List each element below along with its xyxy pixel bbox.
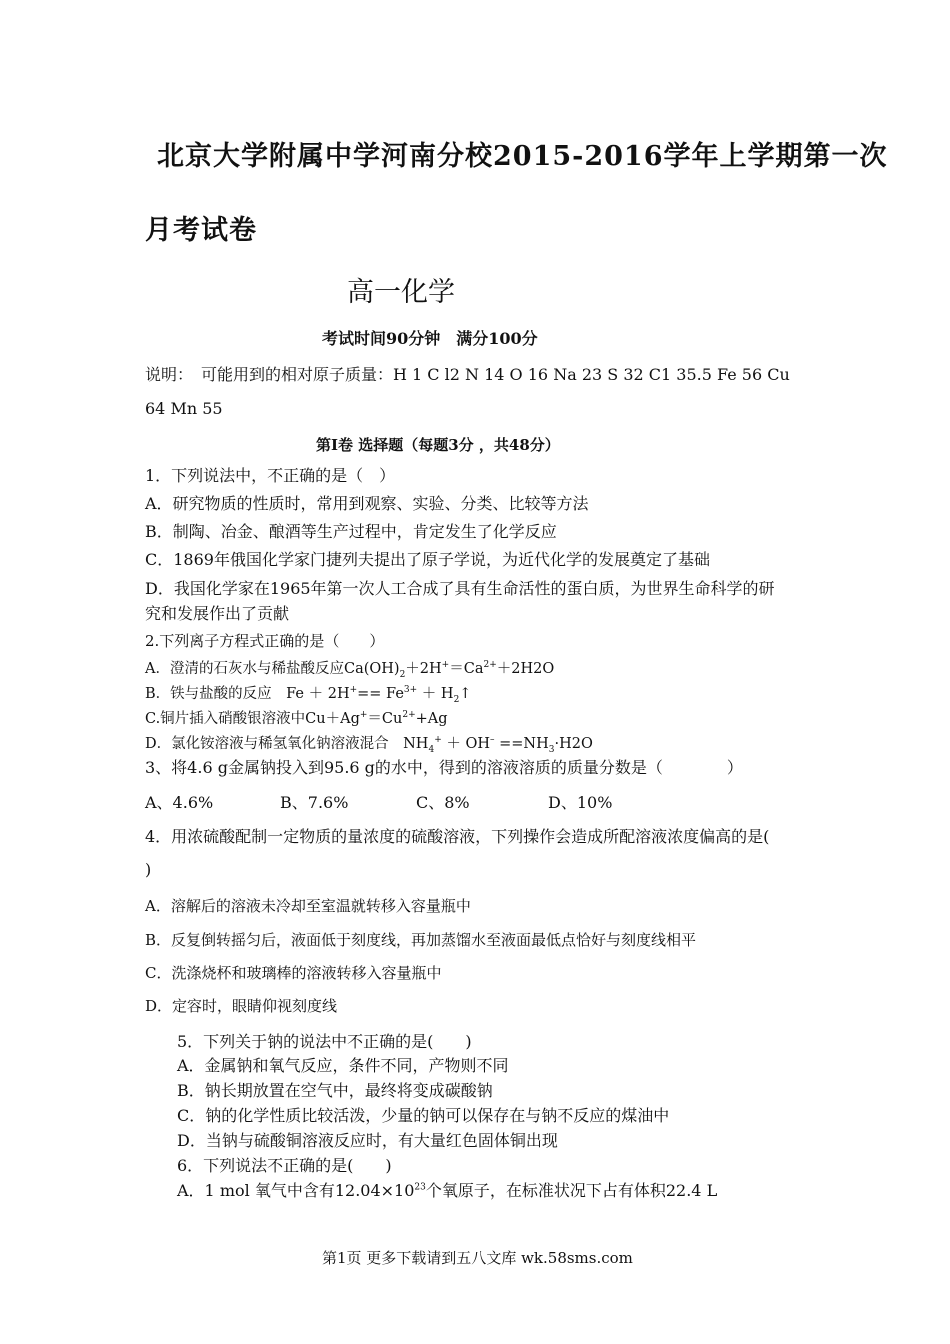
q1-stem: 1．下列说法中，不正确的是（ ）	[145, 466, 396, 485]
page-footer: 第1页 更多下载请到五八文库 wk.58sms.com	[322, 1249, 633, 1267]
exam-info: 考试时间90分钟 满分100分	[322, 329, 538, 348]
q5-option-c: C．钠的化学性质比较活泼，少量的钠可以保存在与钠不反应的煤油中	[177, 1106, 670, 1125]
q6-stem: 6．下列说法不正确的是( )	[177, 1156, 392, 1175]
note-line1: 说明： 可能用到的相对原子质量：H 1 C l2 N 14 O 16 Na 23 S 32 C1 35.5 Fe 56 Cu	[145, 365, 790, 384]
page-title-line2: 月考试卷	[145, 215, 257, 246]
q2-stem: 2.下列离子方程式正确的是（ ）	[145, 632, 385, 650]
q2-option-c: C.铜片插入硝酸银溶液中$Cu+Ag^+=Cu^{2+}+Ag$	[145, 710, 448, 727]
subject-title: 高一化学	[347, 277, 455, 308]
q4-stem-line2: )	[145, 860, 152, 879]
q5-stem: 5．下列关于钠的说法中不正确的是( )	[177, 1032, 472, 1051]
q5-option-b: B．钠长期放置在空气中，最终将变成碳酸钠	[177, 1081, 493, 1100]
q3-stem: 3、将4.6 g金属钠投入到95.6 g的水中，得到的溶液溶质的质量分数是（ ）	[145, 758, 743, 777]
q1-option-d-line2: 究和发展作出了贡献	[145, 604, 290, 623]
q4-option-c: C．洗涤烧杯和玻璃棒的溶液转移入容量瓶中	[145, 964, 442, 982]
page-title-line1: 北京大学附属中学河南分校2015-2016学年上学期第一次	[157, 141, 888, 172]
q1-option-a: A．研究物质的性质时，常用到观察、实验、分类、比较等方法	[145, 494, 589, 513]
q1-option-d-line1: D．我国化学家在1965年第一次人工合成了具有生命活性的蛋白质，为世界生命科学的研	[145, 579, 775, 598]
q1-option-b: B．制陶、冶金、酿酒等生产过程中，肯定发生了化学反应	[145, 522, 557, 541]
note-line2: 64 Mn 55	[145, 399, 223, 418]
q5-option-a: A．金属钠和氧气反应，条件不同，产物则不同	[177, 1056, 509, 1075]
section-heading: 第Ⅰ卷 选择题（每题3分 ，共48分）	[316, 436, 560, 454]
q1-option-c: C．1869年俄国化学家门捷列夫提出了原子学说，为近代化学的发展奠定了基础	[145, 550, 710, 569]
q2-option-b: B．铁与盐酸的反应 $Fe + 2H^+== Fe^{3+}$ ＋ $H_2↑$	[145, 685, 472, 705]
q5-option-d: D．当钠与硫酸铜溶液反应时，有大量红色固体铜出现	[177, 1131, 558, 1150]
q6-option-a: A．1 mol 氧气中含有$12.04\times 10^{23}$个氧原子，在标准状况下占有体积22.4 L	[177, 1181, 718, 1200]
q4-option-a: A．溶解后的溶液未冷却至室温就转移入容量瓶中	[145, 897, 471, 915]
q3-option-c: C、8%	[416, 793, 470, 812]
q4-stem-line1: 4．用浓硫酸配制一定物质的量浓度的硫酸溶液，下列操作会造成所配溶液浓度偏高的是(	[145, 827, 770, 846]
q4-option-b: B．反复倒转摇匀后，液面低于刻度线，再加蒸馏水至液面最低点恰好与刻度线相平	[145, 931, 697, 949]
q3-option-d: D、10%	[548, 793, 613, 812]
q4-option-d: D．定容时，眼睛仰视刻度线	[145, 997, 338, 1015]
q3-option-b: B、7.6%	[280, 793, 349, 812]
q2-option-d: D．氯化铵溶液与稀氢氧化钠溶液混合 $NH_4^+ + OH^- ==NH_3\cdot H2O$	[145, 735, 593, 755]
q2-option-a: A．澄清的石灰水与稀盐酸反应$Ca(OH)_2+2H^+=Ca^{2+}+2H2O$	[145, 660, 555, 680]
q3-option-a: A、4.6%	[145, 793, 214, 812]
